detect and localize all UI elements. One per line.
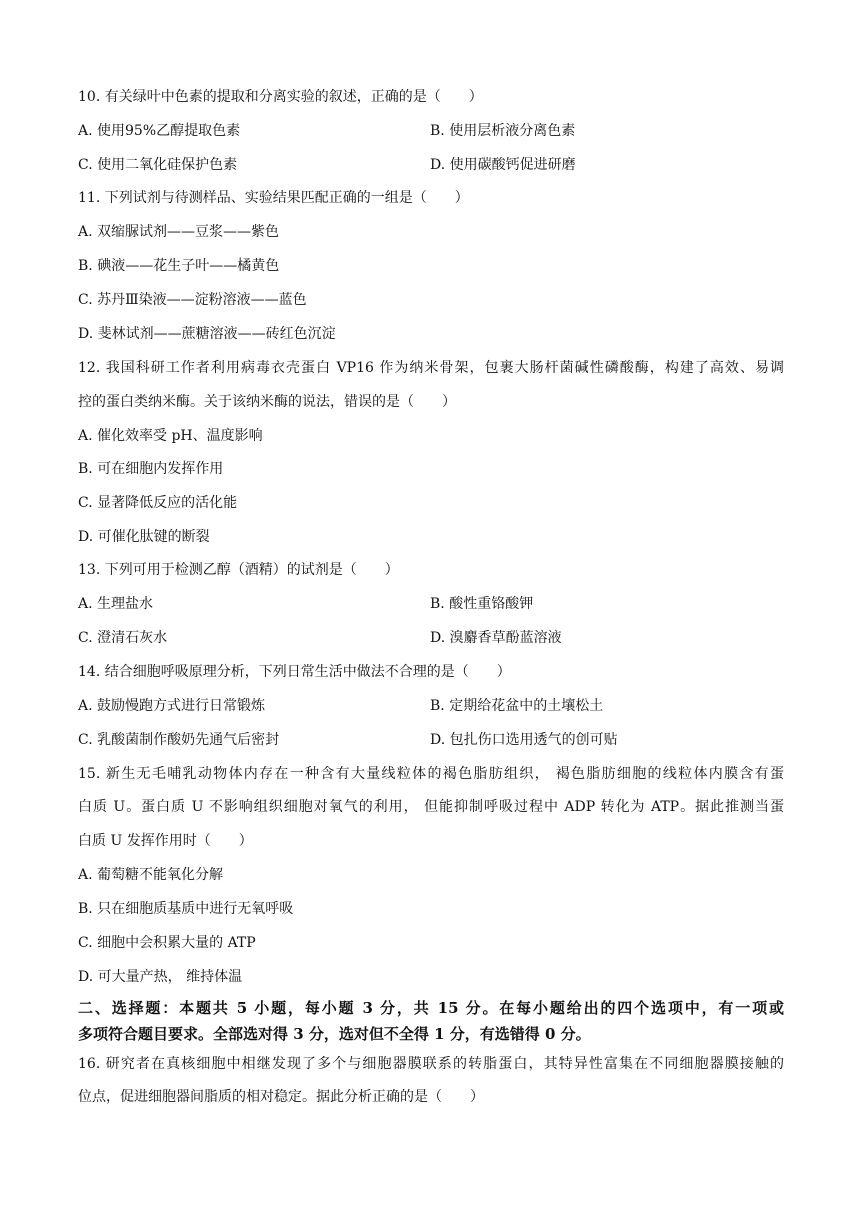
q15-option-c: C. 细胞中会积累大量的 ATP [78,935,256,951]
q10-stem: 10. 有关绿叶中色素的提取和分离实验的叙述，正确的是（ ） [78,89,483,105]
q11-option-d: D. 斐林试剂——蔗糖溶液——砖红色沉淀 [78,326,336,342]
q10-option-a: A. 使用95%乙醇提取色素 [78,123,241,139]
q14-option-c: C. 乳酸菌制作酸奶先通气后密封 [78,732,280,748]
q10-option-c: C. 使用二氧化硅保护色素 [78,157,238,173]
q14-stem: 14. 结合细胞呼吸原理分析，下列日常生活中做法不合理的是（ ） [78,664,511,680]
q12-option-b: B. 可在细胞内发挥作用 [78,461,224,477]
q12-stem-line2: 控的蛋白类纳米酶。关于该纳米酶的说法，错误的是（ ） [78,394,456,410]
q15-option-d: D. 可大量产热， 维持体温 [78,969,243,985]
q10-option-d: D. 使用碳酸钙促进研磨 [430,157,576,173]
q15-option-b: B. 只在细胞质基质中进行无氧呼吸 [78,901,294,917]
section-2-heading-line1: 二、选择题：本题共 5 小题，每小题 3 分，共 15 分。在每小题给出的四个选项中，有一项或 [78,999,784,1017]
q15-stem-line1: 15. 新生无毛哺乳动物体内存在一种含有大量线粒体的褐色脂肪组织， 褐色脂肪细胞的线粒体内膜含有蛋 [78,766,784,782]
q13-stem: 13. 下列可用于检测乙醇（酒精）的试剂是（ ） [78,562,399,578]
q12-option-d: D. 可催化肽键的断裂 [78,529,210,545]
q14-option-a: A. 鼓励慢跑方式进行日常锻炼 [78,698,266,714]
q14-option-d: D. 包扎伤口选用透气的创可贴 [430,732,618,748]
q10-option-b: B. 使用层析液分离色素 [430,123,576,139]
q11-option-c: C. 苏丹Ⅲ染液——淀粉溶液——蓝色 [78,292,307,308]
q13-option-d: D. 溴麝香草酚蓝溶液 [430,630,562,646]
q15-stem-line2: 白质 U。蛋白质 U 不影响组织细胞对氧气的利用， 但能抑制呼吸过程中 ADP 转化为 ATP。据此推测当蛋 [78,799,784,815]
q15-option-a: A. 葡萄糖不能氧化分解 [78,867,224,883]
q12-stem-line1: 12. 我国科研工作者利用病毒衣壳蛋白 VP16 作为纳米骨架，包裹大肠杆菌碱性磷酸酶，构建了高效、易调 [78,360,784,376]
q13-option-b: B. 酸性重铬酸钾 [430,596,534,612]
q16-stem-line2: 位点，促进细胞器间脂质的相对稳定。据此分析正确的是（ ） [78,1089,484,1105]
section-2-heading-line2: 多项符合题目要求。全部选对得 3 分，选对但不全得 1 分，有选错得 0 分。 [78,1025,591,1043]
q13-option-c: C. 澄清石灰水 [78,630,168,646]
q11-option-a: A. 双缩脲试剂——豆浆——紫色 [78,224,280,240]
q13-option-a: A. 生理盐水 [78,596,154,612]
q12-option-a: A. 催化效率受 pH、温度影响 [78,428,263,444]
q15-stem-line3: 白质 U 发挥作用时（ ） [78,833,253,849]
q16-stem-line1: 16. 研究者在真核细胞中相继发现了多个与细胞器膜联系的转脂蛋白，其特异性富集在不同细胞器膜接触的 [78,1056,784,1072]
q11-option-b: B. 碘液——花生子叶——橘黄色 [78,258,280,274]
q14-option-b: B. 定期给花盆中的土壤松土 [430,698,604,714]
q12-option-c: C. 显著降低反应的活化能 [78,495,238,511]
q11-stem: 11. 下列试剂与待测样品、实验结果匹配正确的一组是（ ） [78,190,469,206]
